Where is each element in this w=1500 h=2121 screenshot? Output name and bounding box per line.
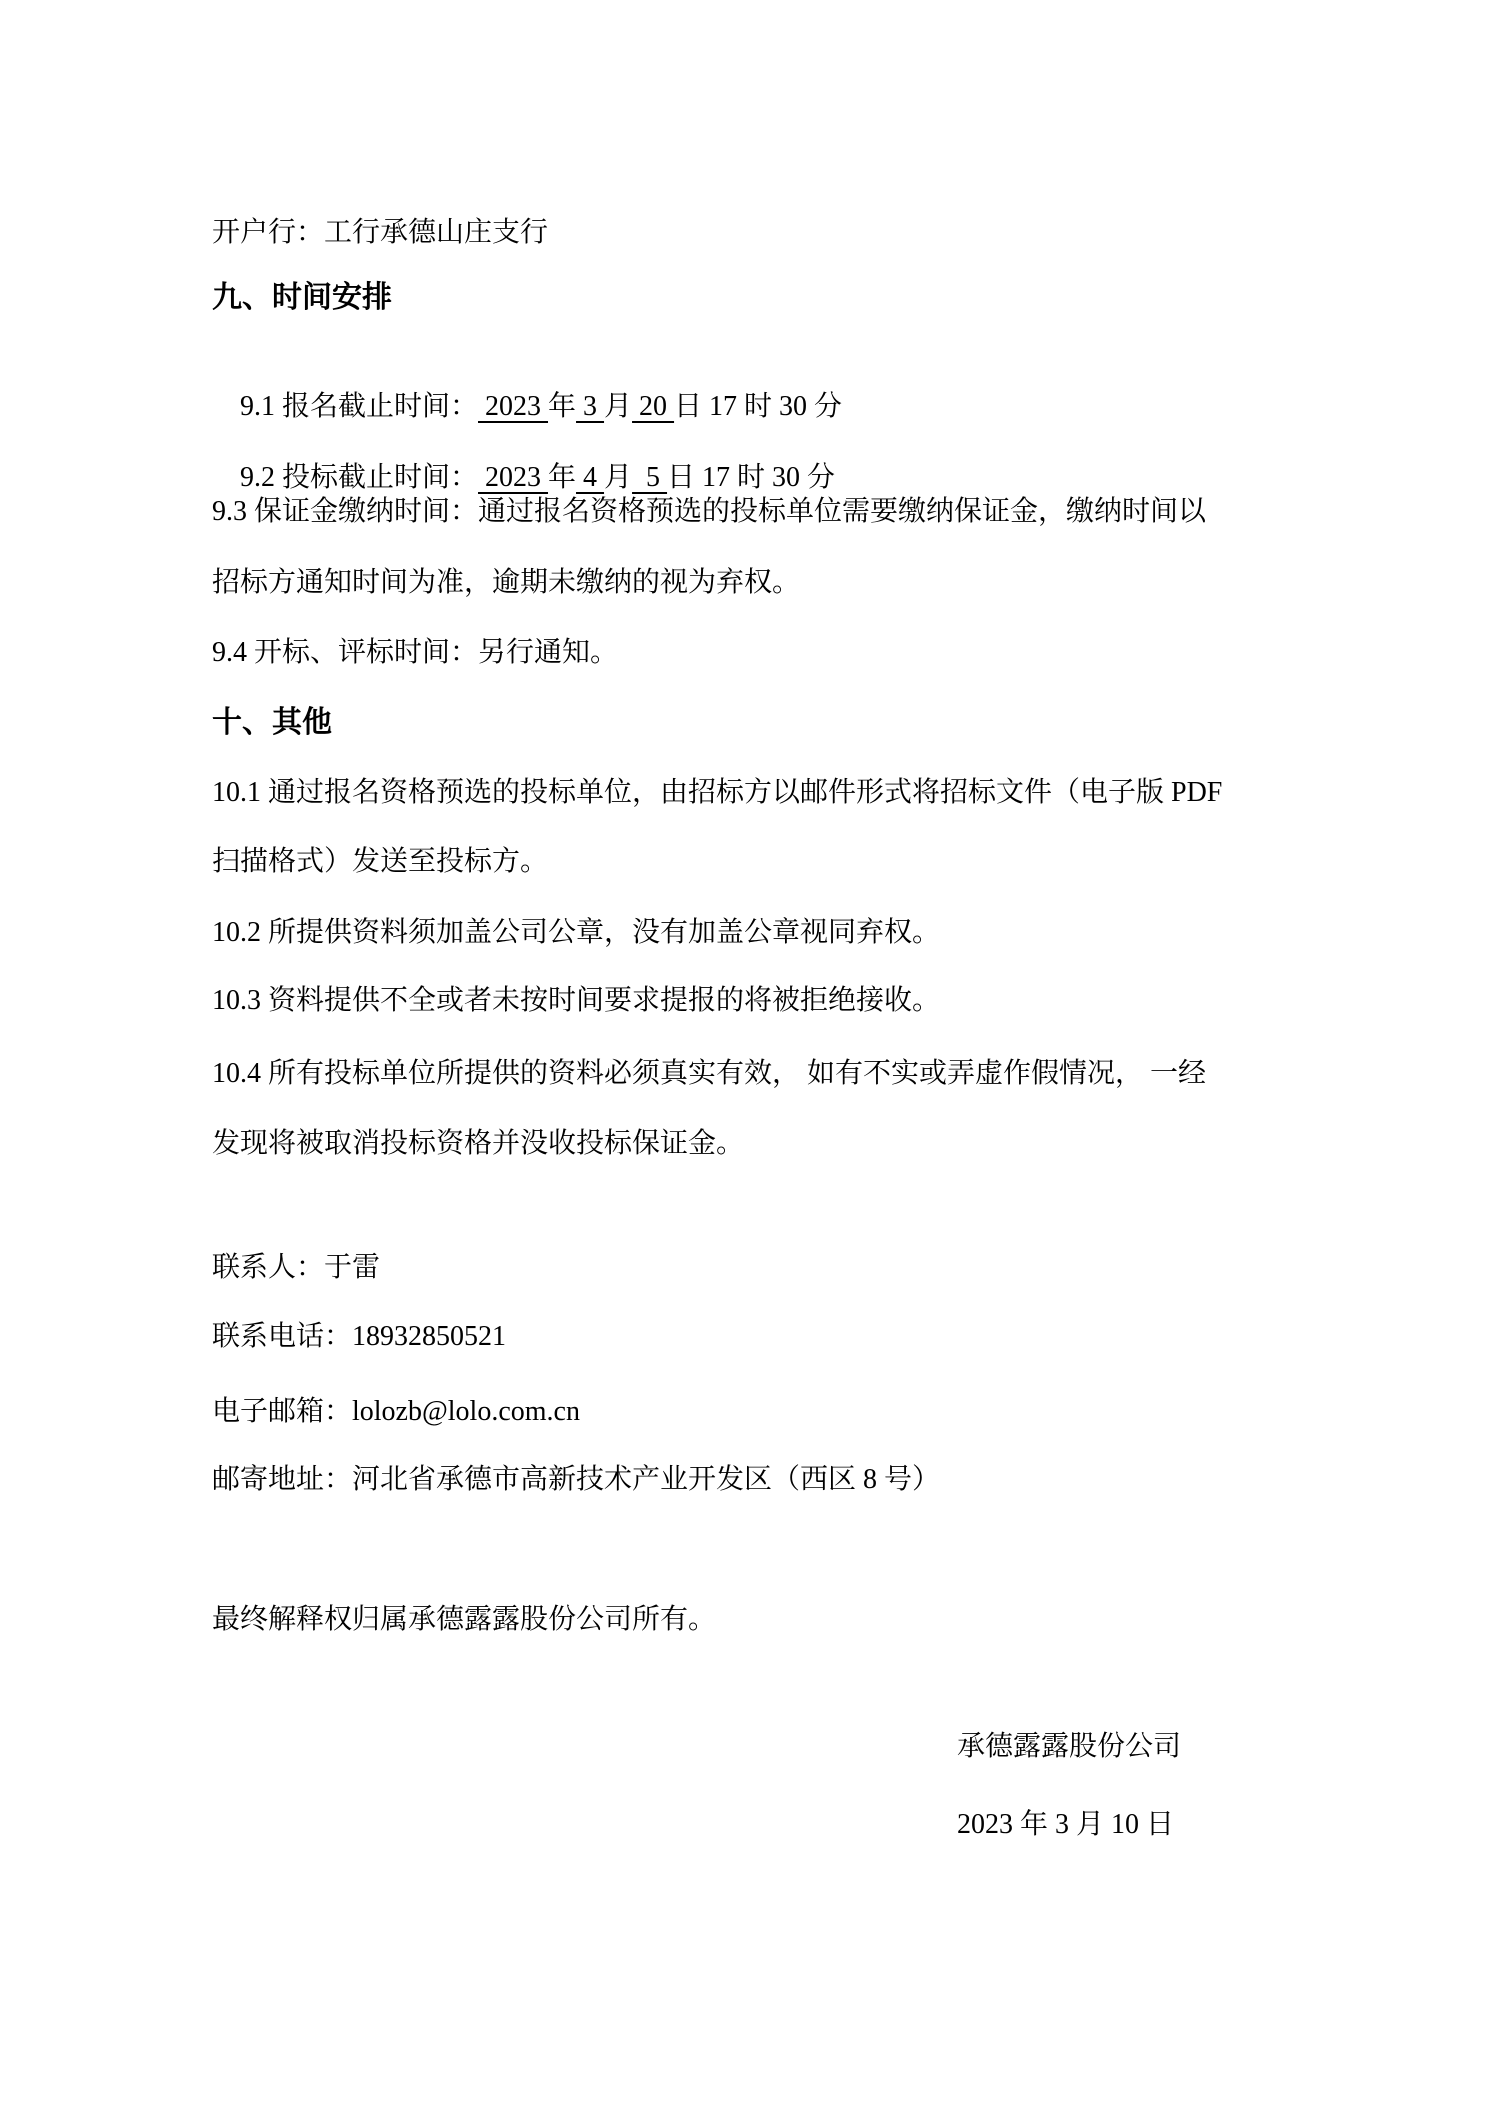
clause-10-1-line-1: 10.1 通过报名资格预选的投标单位，由招标方以邮件形式将招标文件（电子版 PDF	[212, 777, 1223, 808]
clause-9-3-line-2: 招标方通知时间为准，逾期未缴纳的视为弃权。	[212, 567, 801, 598]
bid-time-tail: 日 17 时 30 分	[667, 462, 836, 493]
contact-email-line: 电子邮箱：lolozb@lolo.com.cn	[212, 1396, 580, 1427]
month-char: 月	[604, 391, 633, 422]
bid-year-blank: 2023	[478, 462, 549, 493]
clause-9-4-opening-time: 9.4 开标、评标时间：另行通知。	[212, 637, 619, 668]
year-char: 年	[548, 462, 577, 493]
clause-10-4-line-1: 10.4 所有投标单位所提供的资料必须真实有效， 如有不实或弄虚作假情况， 一经	[212, 1058, 1207, 1089]
clause-9-1-label: 9.1 报名截止时间：	[240, 391, 479, 422]
contact-person-line: 联系人：于雷	[212, 1252, 381, 1283]
bid-month-blank: 4	[576, 462, 605, 493]
clause-10-2: 10.2 所提供资料须加盖公司公章，没有加盖公章视同弃权。	[212, 917, 941, 948]
signup-time-tail: 日 17 时 30 分	[674, 391, 843, 422]
month-char: 月	[604, 462, 633, 493]
bid-day-blank: 5	[632, 462, 668, 493]
bank-account-line: 开户行：工行承德山庄支行	[212, 217, 549, 248]
signup-month-blank: 3	[576, 391, 605, 422]
signature-date: 2023 年 3 月 10 日	[957, 1809, 1175, 1840]
clause-10-3: 10.3 资料提供不全或者未按时间要求提报的将被拒绝接收。	[212, 985, 941, 1016]
signature-company: 承德露露股份公司	[957, 1731, 1182, 1762]
signup-day-blank: 20	[632, 391, 675, 422]
final-interpretation-line: 最终解释权归属承德露露股份公司所有。	[212, 1604, 717, 1635]
clause-9-2-label: 9.2 投标截止时间：	[240, 462, 479, 493]
section-10-heading: 十、其他	[212, 706, 332, 739]
mailing-address-line: 邮寄地址：河北省承德市高新技术产业开发区（西区 8 号）	[212, 1464, 941, 1495]
clause-9-3-line-1: 9.3 保证金缴纳时间：通过报名资格预选的投标单位需要缴纳保证金，缴纳时间以	[212, 496, 1207, 527]
signup-year-blank: 2023	[478, 391, 549, 422]
contact-phone-line: 联系电话：18932850521	[212, 1321, 507, 1352]
clause-10-1-line-2: 扫描格式）发送至投标方。	[212, 846, 549, 877]
section-9-heading: 九、时间安排	[212, 281, 392, 314]
year-char: 年	[548, 391, 577, 422]
clause-10-4-line-2: 发现将被取消投标资格并没收投标保证金。	[212, 1128, 745, 1159]
